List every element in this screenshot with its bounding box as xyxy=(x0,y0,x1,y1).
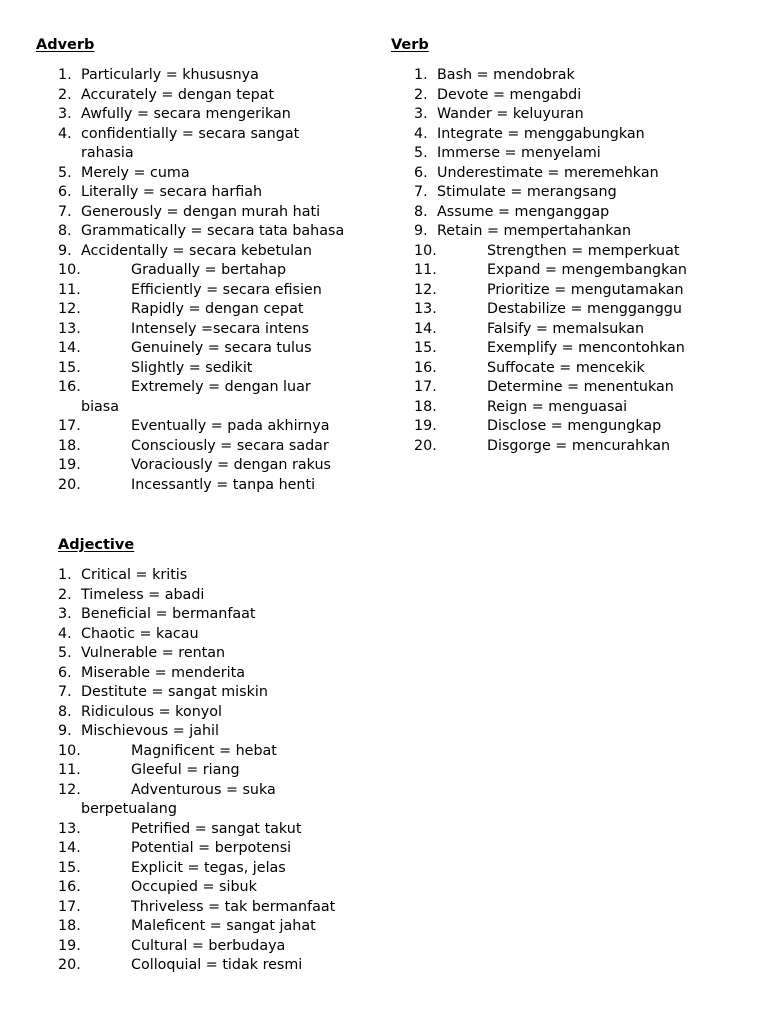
adjective-item-text: Potential = berpotensi xyxy=(131,840,292,856)
adverb-item-number: 19. xyxy=(58,457,81,473)
adverb-item-text: Literally = secara harfiah xyxy=(81,184,263,200)
adverb-list xyxy=(58,66,378,495)
verb-item xyxy=(414,222,754,242)
adverb-item-number: 1. xyxy=(58,67,72,83)
verb-item-number: 3. xyxy=(414,106,428,122)
adjective-item-text: Colloquial = tidak resmi xyxy=(131,957,303,973)
adverb-item xyxy=(58,261,378,281)
verb-item-text: Prioritize = mengutamakan xyxy=(487,281,684,298)
adverb-item-number: 7. xyxy=(58,203,72,220)
adverb-item xyxy=(58,378,378,417)
verb-list xyxy=(414,66,754,456)
verb-item xyxy=(414,339,754,359)
adverb-item xyxy=(58,437,378,457)
verb-item xyxy=(414,66,754,86)
adjective-item xyxy=(58,625,378,645)
adverb-item xyxy=(58,203,378,223)
adjective-item-text: Cultural = berbudaya xyxy=(131,937,286,954)
verb-item-number: 4. xyxy=(414,125,428,142)
verb-item xyxy=(414,281,754,301)
adverb-item-text: Incessantly = tanpa henti xyxy=(131,476,316,493)
verb-item xyxy=(414,183,754,203)
adverb-item xyxy=(58,300,378,320)
adverb-item-text: Voraciously = dengan rakus xyxy=(131,457,332,473)
adjective-item xyxy=(58,644,378,664)
adjective-item-text: Mischievous = jahil xyxy=(81,723,219,739)
adjective-item-number: 16. xyxy=(58,879,81,895)
verb-heading: Verb xyxy=(391,37,429,53)
adjective-item xyxy=(58,605,378,625)
verb-item xyxy=(414,437,754,457)
adverb-item xyxy=(58,222,378,242)
verb-item-text: Integrate = menggabungkan xyxy=(437,125,645,142)
adjective-item xyxy=(58,761,378,781)
adverb-item-text: Accurately = dengan tepat xyxy=(81,86,275,103)
verb-item-text: Immerse = menyelami xyxy=(437,145,601,161)
verb-item-number: 11. xyxy=(414,262,437,278)
adjective-item-text: Beneficial = bermanfaat xyxy=(81,606,256,622)
adjective-item xyxy=(58,820,378,840)
adverb-item-text: Merely = cuma xyxy=(81,164,190,181)
verb-item-text: Reign = menguasai xyxy=(487,398,628,415)
adverb-item-number: 17. xyxy=(58,418,81,434)
verb-item-number: 13. xyxy=(414,301,437,317)
verb-item-number: 17. xyxy=(414,379,437,395)
adverb-item-text: Slightly = sedikit xyxy=(131,359,253,376)
verb-item-text: Disclose = mengungkap xyxy=(487,418,662,434)
verb-item-number: 14. xyxy=(414,320,437,337)
verb-item xyxy=(414,242,754,262)
adverb-item xyxy=(58,359,378,379)
adjective-item-text: Chaotic = kacau xyxy=(81,625,199,642)
adverb-item-text: Efficiently = secara efisien xyxy=(131,281,322,298)
adverb-item-number: 18. xyxy=(58,437,81,454)
adjective-item xyxy=(58,781,378,820)
adverb-item xyxy=(58,183,378,203)
adjective-item-text: Miserable = menderita xyxy=(81,664,245,681)
adjective-item-text: Explicit = tegas, jelas xyxy=(131,859,286,876)
adverb-item-text-continued: biasa xyxy=(81,398,120,415)
adjective-item-number: 18. xyxy=(58,918,81,934)
adverb-item-number: 12. xyxy=(58,301,81,317)
adverb-item xyxy=(58,125,378,164)
adjective-item xyxy=(58,722,378,742)
verb-item-number: 19. xyxy=(414,418,437,434)
verb-item-text: Retain = mempertahankan xyxy=(437,223,632,239)
adverb-item-text: Particularly = khususnya xyxy=(81,67,259,83)
adjective-item-text: Vulnerable = rentan xyxy=(81,645,226,661)
adjective-item-text: Thriveless = tak bermanfaat xyxy=(131,898,336,915)
adjective-item xyxy=(58,566,378,586)
verb-item-text: Underestimate = meremehkan xyxy=(437,164,659,181)
adjective-item-number: 17. xyxy=(58,898,81,915)
adjective-item-text: Magnificent = hebat xyxy=(131,742,277,759)
adjective-item xyxy=(58,586,378,606)
verb-item-number: 5. xyxy=(414,145,428,161)
adjective-item-text: Adventurous = suka xyxy=(131,781,276,798)
adverb-item-number: 3. xyxy=(58,106,72,122)
verb-item-text: Determine = menentukan xyxy=(487,379,674,395)
adjective-item-number: 4. xyxy=(58,625,72,642)
adverb-item-number: 13. xyxy=(58,320,81,337)
adverb-item xyxy=(58,417,378,437)
adjective-item-number: 13. xyxy=(58,820,81,837)
verb-item xyxy=(414,144,754,164)
verb-item-number: 16. xyxy=(414,359,437,376)
adjective-item-number: 19. xyxy=(58,937,81,954)
adjective-item-text: Petrified = sangat takut xyxy=(131,820,302,837)
verb-item-number: 8. xyxy=(414,203,428,220)
adjective-item xyxy=(58,839,378,859)
adverb-item-number: 6. xyxy=(58,184,72,200)
adjective-item xyxy=(58,703,378,723)
verb-item xyxy=(414,398,754,418)
verb-item-number: 1. xyxy=(414,67,428,83)
adverb-item xyxy=(58,476,378,496)
adjective-item-text: Critical = kritis xyxy=(81,567,188,583)
verb-item xyxy=(414,320,754,340)
verb-item-number: 18. xyxy=(414,398,437,415)
adjective-item xyxy=(58,878,378,898)
adverb-item-number: 10. xyxy=(58,262,81,278)
verb-item-text: Stimulate = merangsang xyxy=(437,184,617,200)
verb-item-number: 20. xyxy=(414,437,437,454)
adjective-item-number: 3. xyxy=(58,606,72,622)
adjective-item xyxy=(58,742,378,762)
adverb-item-text: Genuinely = secara tulus xyxy=(131,340,312,356)
verb-item xyxy=(414,164,754,184)
adverb-item-text-continued: rahasia xyxy=(81,145,134,161)
verb-item xyxy=(414,105,754,125)
verb-item-text: Strengthen = memperkuat xyxy=(487,242,680,259)
verb-item-text: Exemplify = mencontohkan xyxy=(487,340,685,356)
adverb-item-text: Generously = dengan murah hati xyxy=(81,203,321,220)
adverb-heading: Adverb xyxy=(36,37,95,53)
adjective-item-number: 6. xyxy=(58,664,72,681)
adjective-item-number: 7. xyxy=(58,684,72,700)
adverb-item-text: confidentially = secara sangat xyxy=(81,125,300,142)
adverb-item-text: Gradually = bertahap xyxy=(131,262,287,278)
adverb-item xyxy=(58,66,378,86)
verb-item-text: Wander = keluyuran xyxy=(437,106,584,122)
adverb-item-text: Accidentally = secara kebetulan xyxy=(81,242,312,259)
adjective-item xyxy=(58,898,378,918)
adverb-item-number: 2. xyxy=(58,86,72,103)
adverb-item xyxy=(58,456,378,476)
verb-item xyxy=(414,359,754,379)
adverb-item-number: 4. xyxy=(58,125,72,142)
adverb-item-text: Rapidly = dengan cepat xyxy=(131,301,304,317)
adjective-item xyxy=(58,917,378,937)
verb-item-number: 15. xyxy=(414,340,437,356)
adverb-item-text: Consciously = secara sadar xyxy=(131,437,329,454)
adverb-item-number: 9. xyxy=(58,242,72,259)
adjective-item-number: 14. xyxy=(58,840,81,856)
verb-item xyxy=(414,203,754,223)
adverb-item xyxy=(58,281,378,301)
adverb-item-number: 5. xyxy=(58,164,72,181)
adjective-item-text: Maleficent = sangat jahat xyxy=(131,918,316,934)
verb-item xyxy=(414,86,754,106)
adverb-item-number: 20. xyxy=(58,476,81,493)
verb-item-text: Falsify = memalsukan xyxy=(487,320,645,337)
adjective-item-number: 5. xyxy=(58,645,72,661)
adjective-item xyxy=(58,683,378,703)
verb-item-text: Destabilize = mengganggu xyxy=(487,301,682,317)
verb-item-text: Assume = menganggap xyxy=(437,203,610,220)
adverb-item-number: 11. xyxy=(58,281,81,298)
verb-item-text: Expand = mengembangkan xyxy=(487,262,687,278)
verb-item-text: Disgorge = mencurahkan xyxy=(487,437,671,454)
verb-item-text: Devote = mengabdi xyxy=(437,86,582,103)
adverb-item-text: Intensely =secara intens xyxy=(131,320,309,337)
adjective-item-number: 15. xyxy=(58,859,81,876)
adjective-item-number: 1. xyxy=(58,567,72,583)
adjective-list xyxy=(58,566,378,976)
adjective-item-text-continued: berpetualang xyxy=(81,801,177,817)
adverb-item-number: 15. xyxy=(58,359,81,376)
verb-item xyxy=(414,125,754,145)
adjective-item-number: 10. xyxy=(58,742,81,759)
verb-item-number: 10. xyxy=(414,242,437,259)
adjective-item-number: 20. xyxy=(58,957,81,973)
verb-item-number: 12. xyxy=(414,281,437,298)
verb-item-number: 2. xyxy=(414,86,428,103)
verb-item-number: 9. xyxy=(414,223,428,239)
adjective-item-text: Occupied = sibuk xyxy=(131,879,257,895)
adjective-item-text: Gleeful = riang xyxy=(131,762,240,778)
adjective-item-number: 9. xyxy=(58,723,72,739)
adverb-item xyxy=(58,86,378,106)
adverb-item-number: 14. xyxy=(58,340,81,356)
adverb-item xyxy=(58,164,378,184)
adjective-item xyxy=(58,937,378,957)
verb-item xyxy=(414,417,754,437)
adverb-item-number: 8. xyxy=(58,223,72,239)
adverb-item xyxy=(58,339,378,359)
verb-item-number: 7. xyxy=(414,184,428,200)
adverb-item-text: Eventually = pada akhirnya xyxy=(131,418,330,434)
adverb-item-text: Extremely = dengan luar xyxy=(131,379,311,395)
verb-item xyxy=(414,300,754,320)
adjective-item-text: Timeless = abadi xyxy=(81,586,205,603)
adverb-item xyxy=(58,105,378,125)
adverb-item xyxy=(58,242,378,262)
verb-item-number: 6. xyxy=(414,164,428,181)
verb-item xyxy=(414,378,754,398)
adjective-item-number: 2. xyxy=(58,586,72,603)
adjective-item-text: Destitute = sangat miskin xyxy=(81,684,268,700)
adjective-item xyxy=(58,956,378,976)
adjective-item-number: 12. xyxy=(58,781,81,798)
adjective-item-text: Ridiculous = konyol xyxy=(81,703,222,720)
adjective-item-number: 11. xyxy=(58,762,81,778)
verb-item xyxy=(414,261,754,281)
adverb-item xyxy=(58,320,378,340)
adjective-heading: Adjective xyxy=(58,537,135,553)
adjective-item xyxy=(58,859,378,879)
adjective-item xyxy=(58,664,378,684)
adverb-item-text: Awfully = secara mengerikan xyxy=(81,106,291,122)
verb-item-text: Suffocate = mencekik xyxy=(487,359,645,376)
adverb-item-text: Grammatically = secara tata bahasa xyxy=(81,223,345,239)
adverb-item-number: 16. xyxy=(58,379,81,395)
adjective-item-number: 8. xyxy=(58,703,72,720)
verb-item-text: Bash = mendobrak xyxy=(437,67,575,83)
